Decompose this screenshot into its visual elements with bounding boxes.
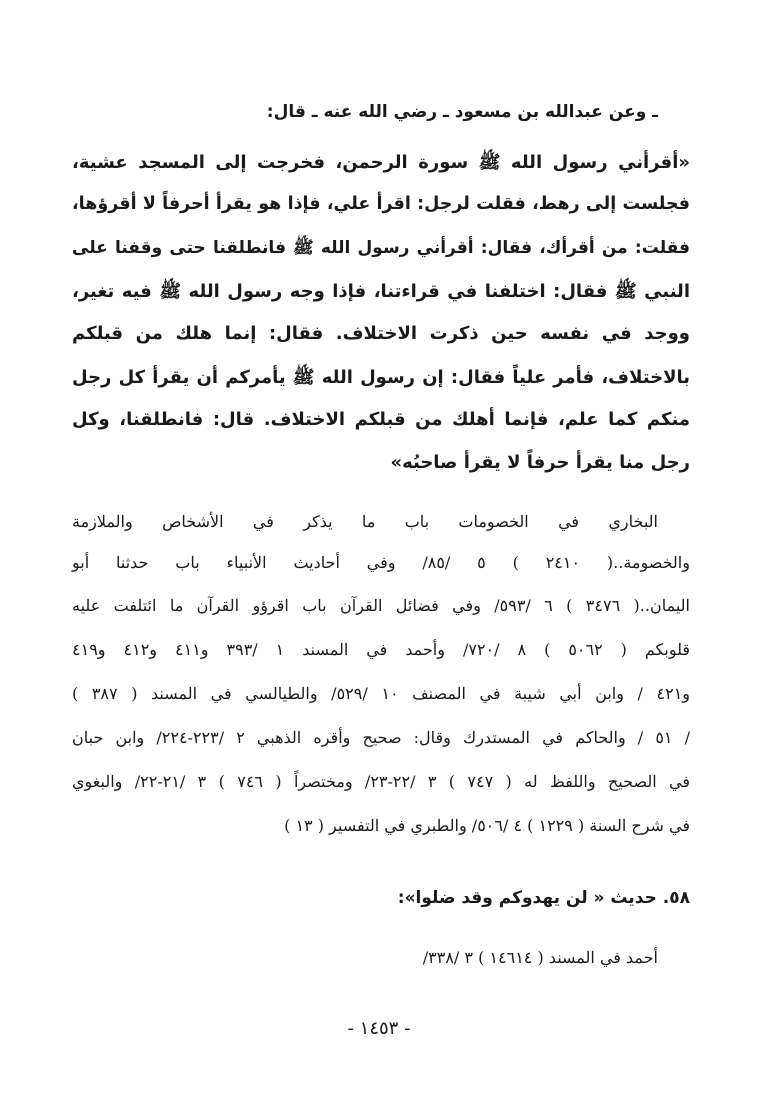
- narrator-intro: ـ وعن عبدالله بن مسعود ـ رضي الله عنه ـ قال:: [266, 102, 658, 122]
- section-heading: ٥٨. حديث « لن يهدوكم وقد ضلوا»:: [397, 888, 690, 908]
- page-number: - ١٤٥٣ -: [347, 1018, 411, 1039]
- hadith-line: منكم كما علم، فإنما أهلك من قبلكم الاختلاف. قال: فانطلقنا، وكل: [72, 409, 690, 430]
- reference-line: قلوبكم ( ٥٠٦٢ ) ٨ /٧٢٠/ وأحمد في المسند ١ /٣٩٣ و٤١١ و٤١٢ و٤١٩: [72, 640, 691, 659]
- hadith-line: فجلست إلى رهط، فقلت لرجل: اقرأ علي، فإذا هو يقرأ أحرفاً لا أقرؤها،: [72, 194, 690, 214]
- hadith-line: النبي ﷺ فقال: اختلفنا في قراءتنا، فإذا وجه رسول الله ﷺ فيه تغير،: [72, 281, 690, 302]
- reference-line: والخصومة..( ٢٤١٠ ) ٥ /٨٥/ وفي أحاديث الأنبياء باب حدثنا أبو: [72, 553, 690, 572]
- reference-line: / ٥١ / والحاكم في المستدرك وقال: صحيح وأقره الذهبي ٢ /٢٢٣-٢٢٤/ وابن حبان: [72, 728, 690, 747]
- hadith-line: «أقرأني رسول الله ﷺ سورة الرحمن، فخرجت إلى المسجد عشية،: [72, 152, 690, 173]
- hadith-line: بالاختلاف، فأمر علياً فقال: إن رسول الله ﷺ يأمركم أن يقرأ كل رجل: [72, 367, 690, 388]
- hadith-line: فقلت: من أقرأك، فقال: أقرأني رسول الله ﷺ فانطلقنا حتى وقفنا على: [72, 238, 690, 258]
- section-reference: أحمد في المسند ( ١٤٦١٤ ) ٣ /٣٣٨/: [422, 948, 658, 967]
- reference-line: في شرح السنة ( ١٢٢٩ ) ٤ /٥٠٦/ والطبري في التفسير ( ١٣ ): [284, 816, 690, 835]
- reference-line: و٤٢١ / وابن أبي شيبة في المصنف ١٠ /٥٢٩/ والطيالسي في المسند ( ٣٨٧ ): [72, 684, 691, 703]
- reference-line: اليمان..( ٣٤٧٦ ) ٦ /٥٩٣/ وفي فضائل القرآن باب اقرؤو القرآن ما ائتلفت عليه: [72, 596, 690, 615]
- hadith-line: ووجد في نفسه حين ذكرت الاختلاف. فقال: إنما هلك من قبلكم: [72, 323, 690, 344]
- hadith-line: رجل منا يقرأ حرفاً لا يقرأ صاحبُه»: [390, 452, 690, 473]
- reference-line: البخاري في الخصومات باب ما يذكر في الأشخاص والملازمة: [72, 512, 658, 531]
- reference-line: في الصحيح واللفظ له ( ٧٤٧ ) ٣ /٢٢-٢٣/ ومختصراً ( ٧٤٦ ) ٣ /٢١-٢٢/ والبغوي: [72, 772, 690, 791]
